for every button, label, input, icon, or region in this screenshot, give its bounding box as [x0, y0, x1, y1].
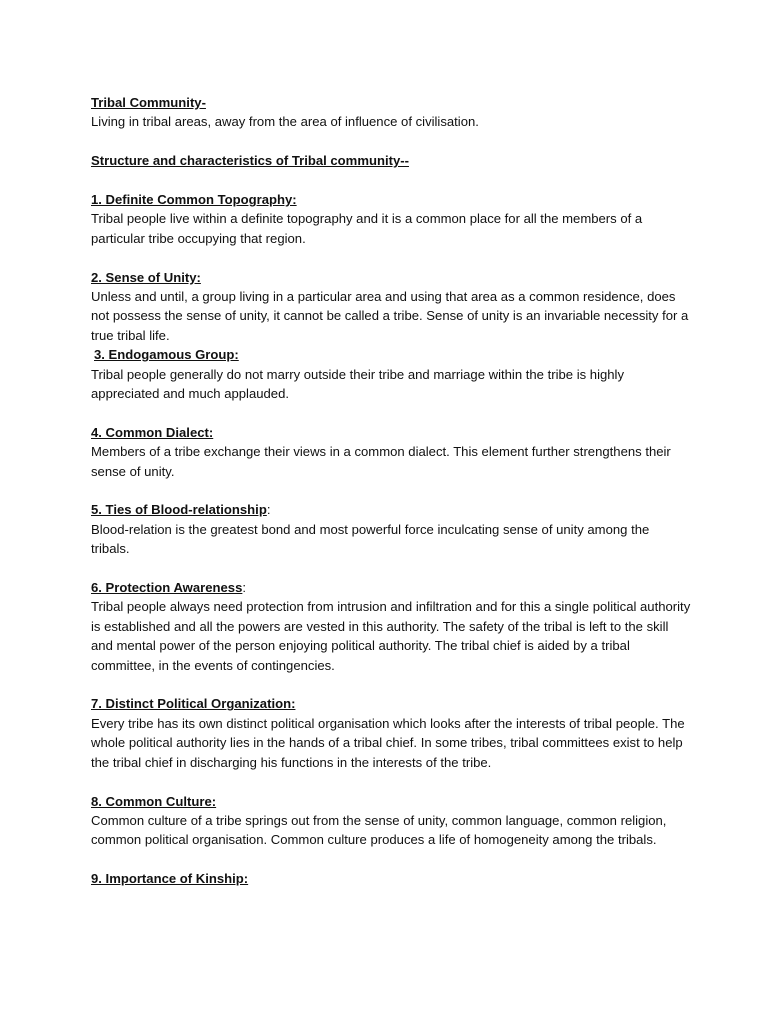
- section-text: Unless and until, a group living in a particular area and using that area as a common residence, does not possess the sense of unity, it cannot be called a tribe. Sense of unity is an invariable necessity for a true tribal life.: [91, 289, 689, 343]
- section-dialect: [91, 423, 691, 481]
- section-text: Every tribe has its own distinct political organisation which looks after the interests of tribal people. The whole political authority lies in the hands of a tribal chief. In some tribes, tribal committees exist to help the tribal chief in discharging his functions in the interests of the tribe.: [91, 715, 685, 770]
- section-text: Common culture of a tribe springs out from the sense of unity, common language, common religion, common political organisation. Common culture produces a life of homogeneity among the tribals.: [91, 812, 667, 848]
- section-blood-relationship: 5. Ties of Blood-relationship: Blood-relation is the greatest bond and most powerful force inculcating sense of unity among the tribals.: [91, 500, 691, 558]
- section-kinship: [91, 869, 691, 888]
- document-body: [91, 93, 691, 889]
- section-unity: [91, 268, 691, 346]
- section-heading: 6. Protection Awareness: [91, 580, 243, 596]
- section-endogamous: [91, 345, 691, 364]
- structure-heading: Structure and characteristics of Tribal community--: [91, 153, 409, 169]
- section-heading: 2. Sense of Unity:: [91, 269, 201, 285]
- section-heading: 4. Common Dialect:: [91, 424, 214, 440]
- intro-title: Tribal Community-: [91, 95, 206, 110]
- section-heading: 3. Endogamous Group:: [94, 347, 239, 363]
- section-text: Members of a tribe exchange their views in a common dialect. This element further strengthens their sense of unity.: [91, 444, 671, 479]
- section-political-organization: [91, 694, 691, 772]
- section-topography: [91, 190, 691, 248]
- section-text: Blood-relation is the greatest bond and most powerful force inculcating sense of unity among the tribals.: [91, 521, 650, 557]
- section-heading: 8. Common Culture:: [91, 793, 217, 809]
- section-protection: 6. Protection Awareness: Tribal people always need protection from intrusion and infiltration and for this a single political authority is established and all the powers are vested in this authority. The safety of the tribal is left to the skill and mental power of the person enjoying political authority. The tribal chief is aided by a tribal committee, in the events of contingencies.: [91, 578, 691, 675]
- intro-text: Living in tribal areas, away from the area of influence of civilisation.: [91, 114, 479, 130]
- section-text: Tribal people generally do not marry outside their tribe and marriage within the tribe is highly appreciated and much applauded.: [91, 366, 624, 402]
- section-text: Tribal people always need protection from intrusion and infiltration and for this a single political authority is established and all the powers are vested in this authority. The safety of the tribal is left to the skill and mental power of the person enjoying political authority. The tribal chief is aided by a tribal committee, in the events of contingencies.: [91, 599, 691, 673]
- section-heading: 7. Distinct Political Organization:: [91, 696, 296, 712]
- section-heading: 9. Importance of Kinship:: [91, 871, 249, 887]
- structure-heading-block: [91, 151, 691, 170]
- section-text: Tribal people live within a definite topography and it is a common place for all the members of a particular tribe occupying that region.: [91, 211, 643, 246]
- section-heading: 1. Definite Common Topography:: [91, 192, 297, 207]
- intro-section: [91, 93, 691, 132]
- section-culture: [91, 792, 691, 850]
- section-heading: 5. Ties of Blood-relationship: [91, 502, 267, 518]
